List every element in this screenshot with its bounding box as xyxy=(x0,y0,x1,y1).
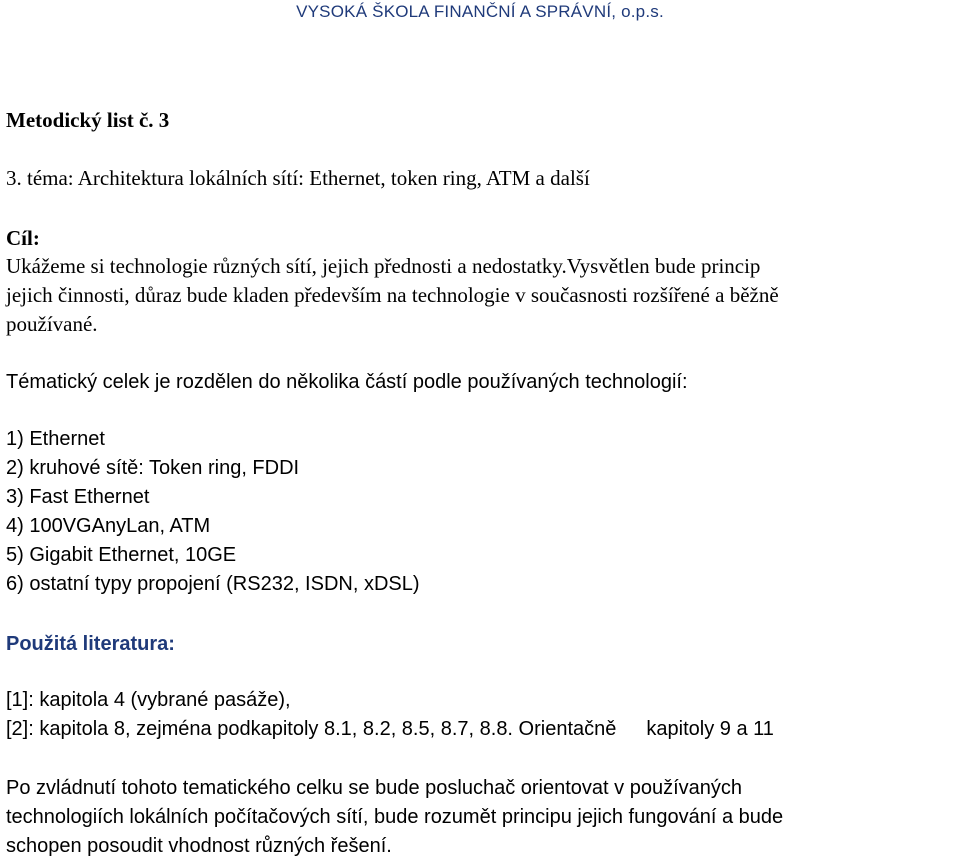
outcome-line-1: Po zvládnutí tohoto tematického celku se bude posluchač orientovat v používaných xyxy=(6,777,743,799)
part-item-4: 4) 100VGAnyLan, ATM xyxy=(6,515,211,537)
literature-item-2-extra: kapitoly 9 a 11 xyxy=(646,718,774,740)
parts-intro: Tématický celek je rozdělen do několika částí podle používaných technologií: xyxy=(6,371,688,393)
topic-line: 3. téma: Architektura lokálních sítí: Ethernet, token ring, ATM a další xyxy=(6,166,590,190)
literature-heading: Použitá literatura: xyxy=(6,633,175,655)
part-item-3: 3) Fast Ethernet xyxy=(6,486,150,508)
goal-line-3: používané. xyxy=(6,312,98,336)
part-item-5: 5) Gigabit Ethernet, 10GE xyxy=(6,544,237,566)
institution-header: VYSOKÁ ŠKOLA FINANČNÍ A SPRÁVNÍ, o.p.s. xyxy=(296,2,664,21)
goal-line-2: jejich činnosti, důraz bude kladen především na technologie v současnosti rozšířené a běžně xyxy=(6,283,779,307)
part-item-6: 6) ostatní typy propojení (RS232, ISDN, xDSL) xyxy=(6,573,420,595)
literature-item-2 xyxy=(6,717,774,741)
document-title: Metodický list č. 3 xyxy=(6,108,170,132)
outcome-line-3: schopen posoudit vhodnost různých řešení. xyxy=(6,835,392,857)
literature-item-2-main: [2]: kapitola 8, zejména podkapitoly 8.1, 8.2, 8.5, 8.7, 8.8. Orientačně xyxy=(6,718,617,740)
outcome-line-2: technologiích lokálních počítačových sítí, bude rozumět principu jejich fungování a bude xyxy=(6,806,784,828)
goal-heading: Cíl: xyxy=(6,226,40,250)
goal-line-1: Ukážeme si technologie různých sítí, jejich přednosti a nedostatky.Vysvětlen bude princip xyxy=(6,254,761,278)
literature-item-1: [1]: kapitola 4 (vybrané pasáže), xyxy=(6,689,291,711)
part-item-1: 1) Ethernet xyxy=(6,428,105,450)
part-item-2: 2) kruhové sítě: Token ring, FDDI xyxy=(6,457,300,479)
